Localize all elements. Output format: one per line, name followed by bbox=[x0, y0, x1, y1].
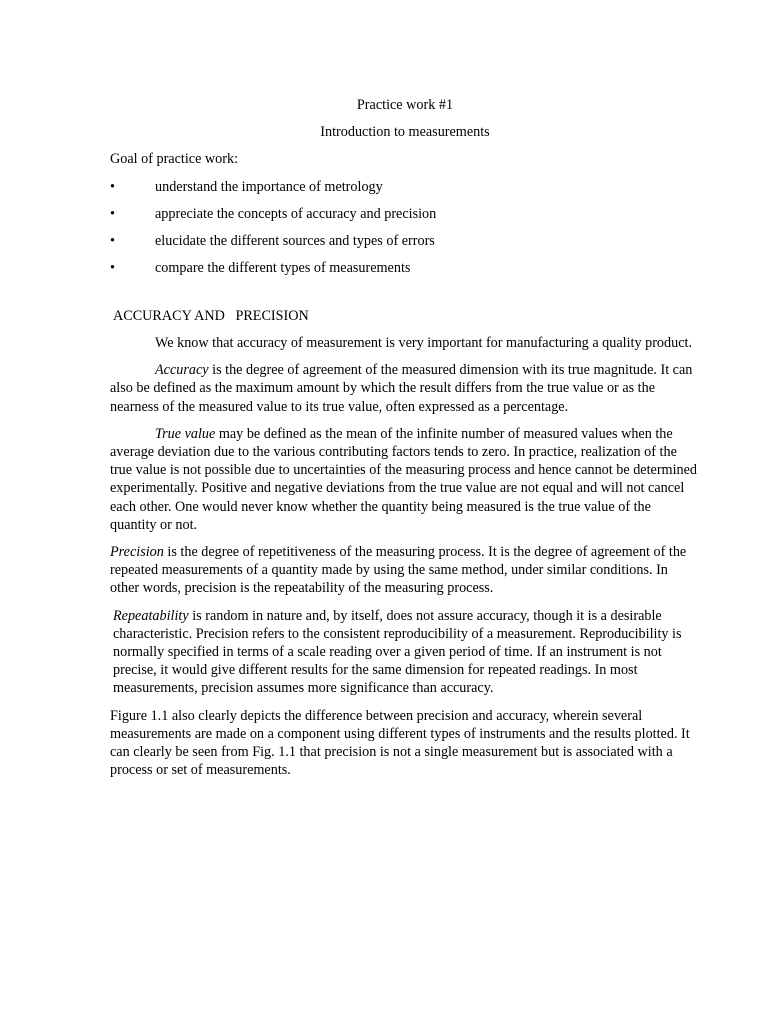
paragraph-text: is the degree of repetitiveness of the measuring process. It is the degree of agreement of the repeated measurements of a quantity made by using the same method, under similar conditions. In other words, precision is the repeatability of the measuring process. bbox=[110, 544, 687, 597]
term-precision: Precision bbox=[110, 544, 164, 561]
goal-text: elucidate the different sources and types of errors bbox=[155, 232, 435, 249]
bullet-icon: • bbox=[110, 259, 115, 276]
list-item bbox=[110, 259, 700, 277]
paragraph-text: is random in nature and, by itself, does not assure accuracy, though it is a desirable characteristic. Precision refers to the consistent reproducibility of a measurement. Reproducibility is normally specified in terms of a scale reading over a given period of time. If an instrument is not precise, it would give different results for the same dimension for repeated readings. In most measurements, precision assumes more significance than accuracy. bbox=[113, 607, 682, 697]
term-accuracy: Accuracy bbox=[155, 362, 209, 379]
bullet-icon: • bbox=[110, 205, 115, 222]
paragraph-accuracy bbox=[110, 361, 700, 416]
goal-list bbox=[110, 178, 700, 277]
paragraph-repeatability bbox=[110, 607, 700, 698]
term-repeatability: Repeatability bbox=[113, 607, 189, 624]
paragraph-precision bbox=[110, 543, 700, 598]
goal-heading: Goal of practice work: bbox=[110, 151, 239, 168]
term-true-value: True value bbox=[155, 425, 216, 442]
paragraph-text: may be defined as the mean of the infinite number of measured values when the average deviation due to the various contributing factors tends to zero. In practice, realization of the true value is not possible due to uncertainties of the measuring process and hence cannot be determined experimentally. Positive and negative deviations from the true value are not equal and will not cancel each other. One would never know whether the quantity being measured is the true value of the quantity or not. bbox=[110, 425, 698, 533]
goal-text: compare the different types of measurements bbox=[155, 259, 411, 276]
list-item bbox=[110, 205, 700, 223]
list-item bbox=[110, 178, 700, 196]
document-title: Practice work #1 bbox=[356, 97, 454, 113]
list-item bbox=[110, 232, 700, 250]
bullet-icon: • bbox=[110, 232, 115, 249]
bullet-icon: • bbox=[110, 178, 115, 195]
paragraph-figure: Figure 1.1 also clearly depicts the difference between precision and accuracy, wherein several measurements are made on a component using different types of instruments and the results plotted. It can clearly be seen from Fig. 1.1 that precision is not a single measurement but is associated with a process or set of measurements. bbox=[110, 707, 690, 779]
paragraph-intro: We know that accuracy of measurement is very important for manufacturing a quality product. bbox=[155, 335, 693, 352]
goal-text: understand the importance of metrology bbox=[155, 178, 383, 195]
document-body bbox=[110, 96, 700, 788]
document-subtitle: Introduction to measurements bbox=[320, 124, 490, 141]
section-heading: ACCURACY AND PRECISION bbox=[113, 307, 309, 324]
goal-text: appreciate the concepts of accuracy and precision bbox=[155, 205, 437, 222]
paragraph-true-value bbox=[110, 425, 700, 534]
paragraph-text: is the degree of agreement of the measured dimension with its true magnitude. It can also be defined as the maximum amount by which the result differs from the true value or as the nearness of the measured value to its true value, often expressed as a percentage. bbox=[110, 362, 693, 415]
